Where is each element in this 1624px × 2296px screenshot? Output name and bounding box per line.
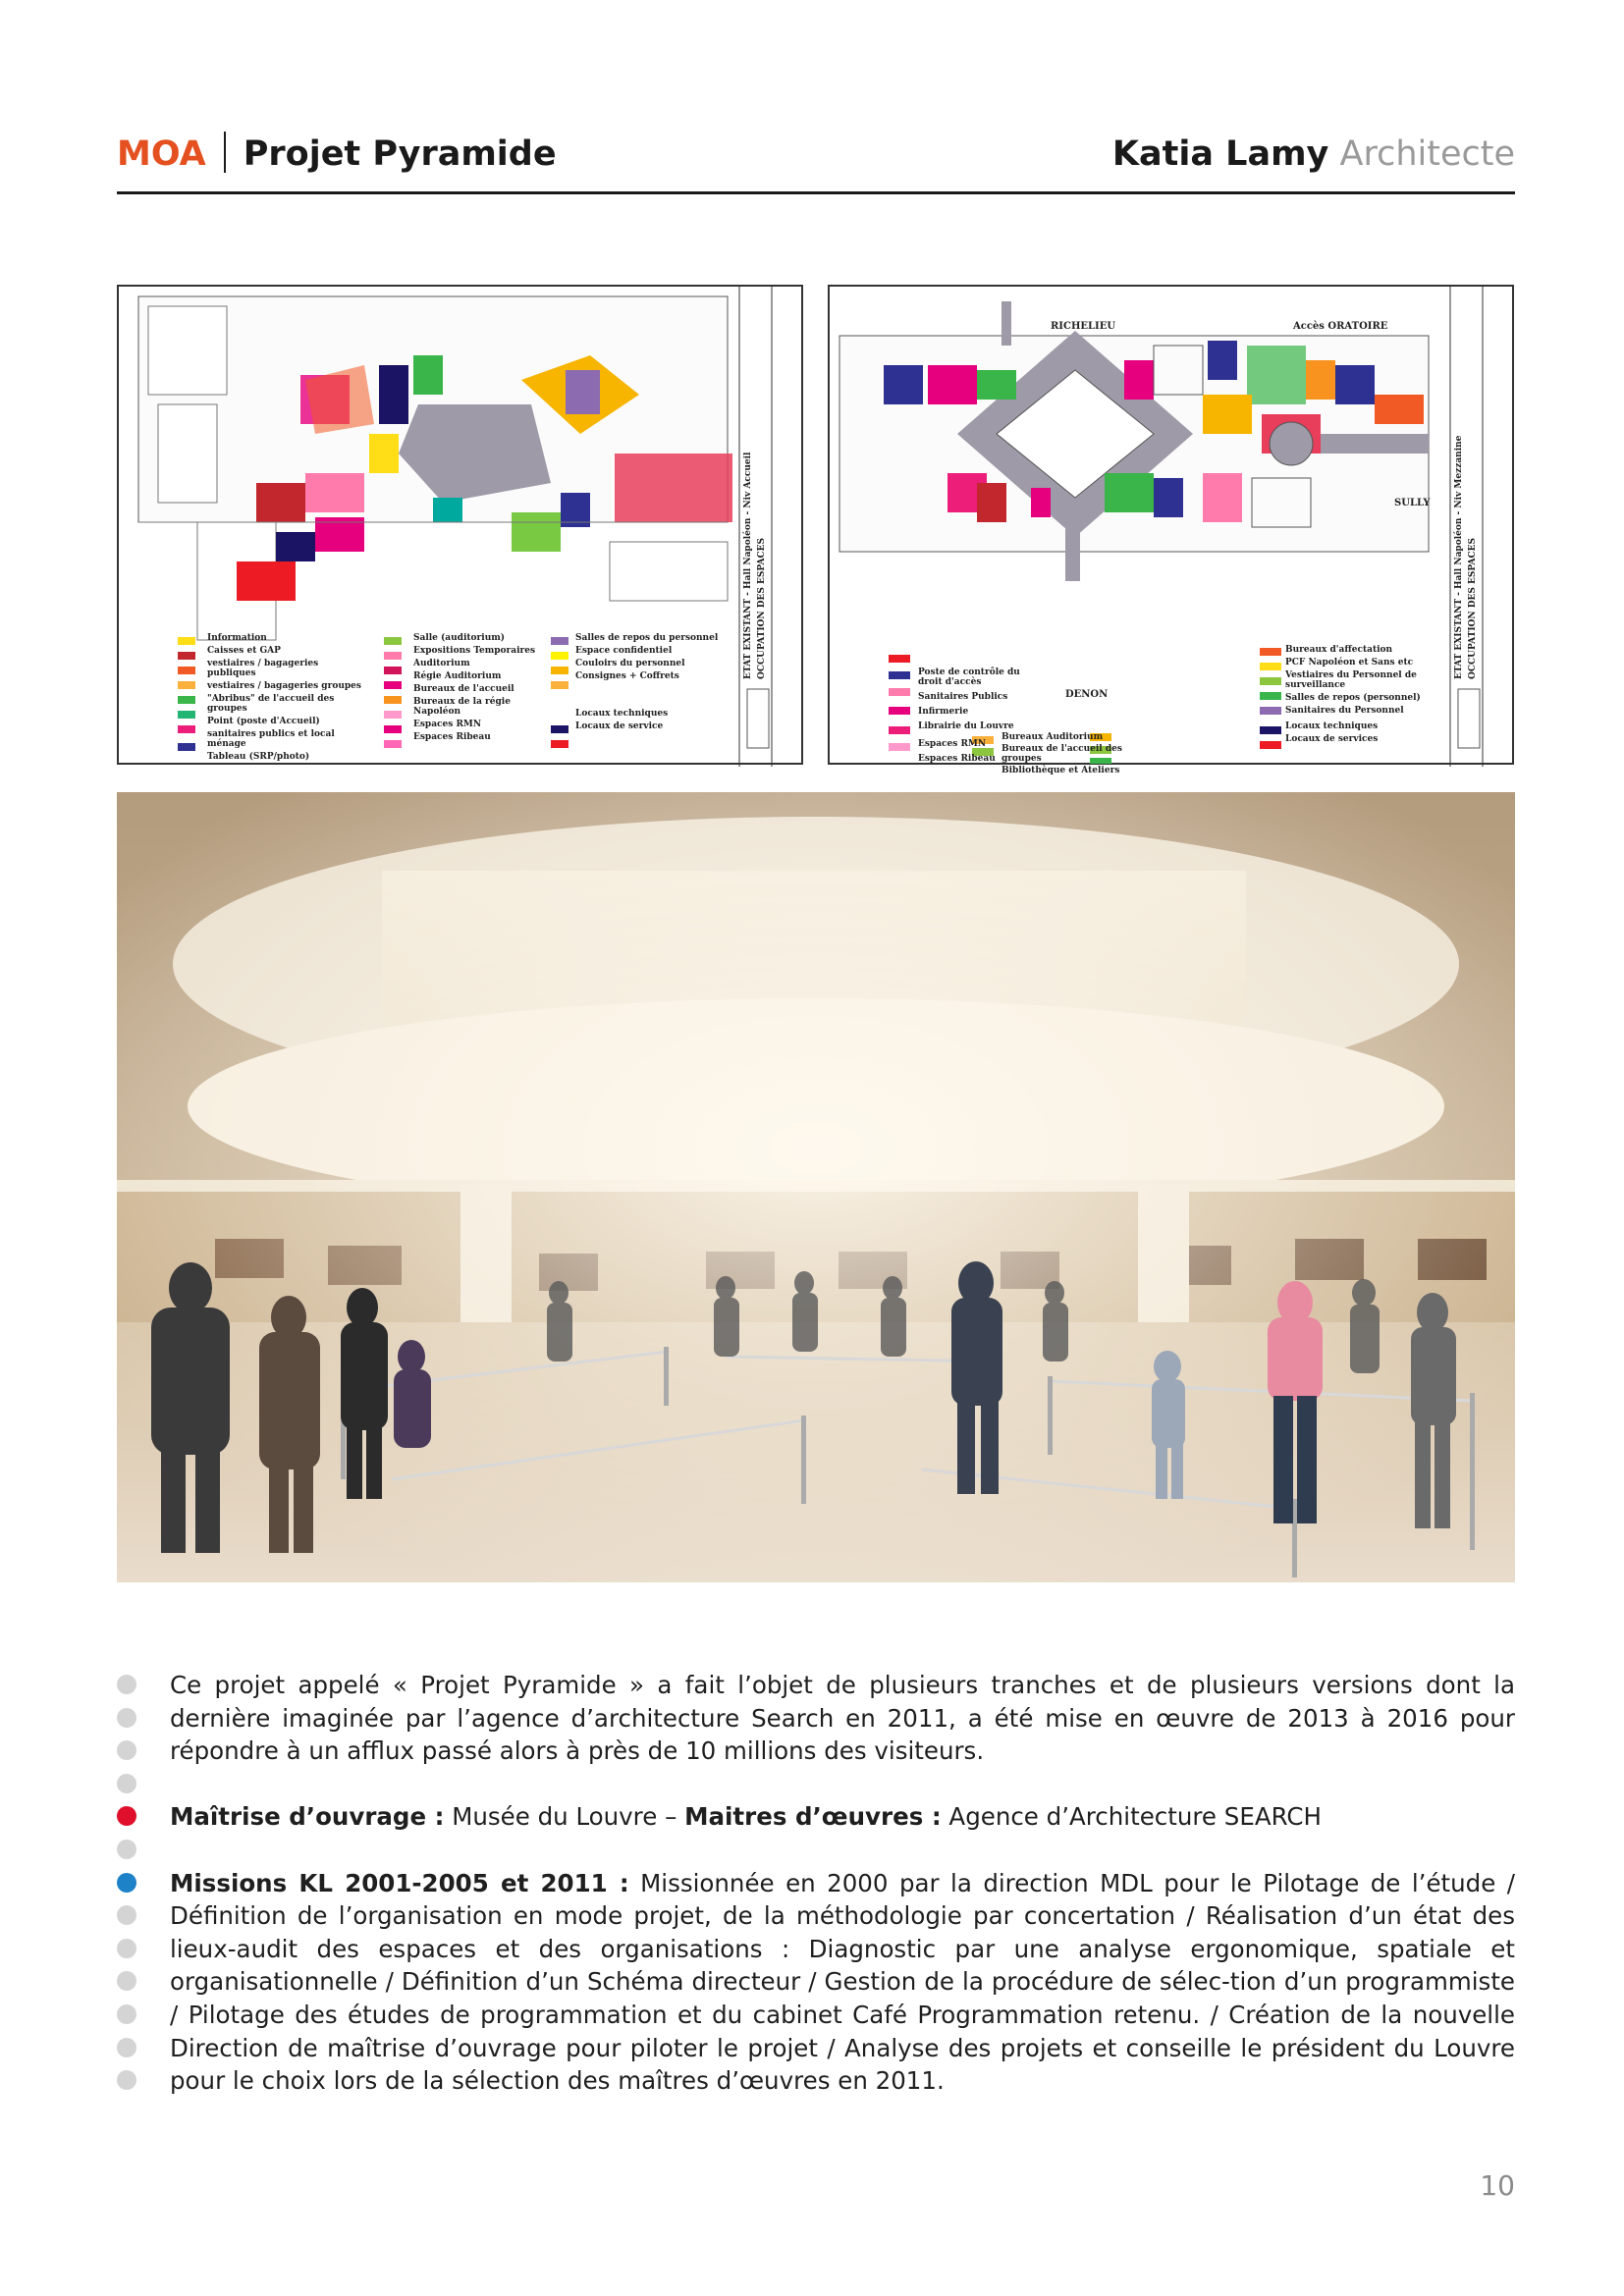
author-name: Katia Lamy — [1111, 134, 1329, 174]
page-header — [117, 120, 1515, 194]
plan-right-legend-col3: Bureaux d'affectation PCF Napoléon et Sans etc Vestiaires du Personnel de surveillance Salles de repos (personnel) Sanitaires du Personnel Locaux techniques Locaux de services — [1285, 645, 1421, 744]
bullet-dot-red — [117, 1806, 136, 1826]
moe-value-text: Agence d’Architecture SEARCH — [941, 1802, 1322, 1832]
page-number: 10 — [1480, 2169, 1515, 2202]
header-brand — [117, 130, 557, 179]
moe-label-text: Maitres d’œuvres : — [684, 1802, 942, 1832]
plan-right-title-block: ETAT EXISTANT - Hall Napoléon - Niv Mezzanine — [1454, 435, 1464, 679]
plan-left-legend-col2: Salle (auditorium) Expositions Temporaires Auditorium Régie Auditorium Bureaux de l'accueil Bureaux de la régie Napoléon Espaces RMN Espaces Ribeau — [413, 633, 536, 742]
intro-paragraph: Ce projet appelé « Projet Pyramide » a fait l’objet de plusieurs tranches et de plusieurs versions dont la dernière imaginée par l’agence d’architecture Search en 2011, a été mise en œuvre de 2013 à 2016 pour répondre à un afflux passé alors à près de 10 millions des visiteurs. — [170, 1671, 1515, 1766]
moa-value-text: Musée du Louvre – — [444, 1802, 685, 1832]
bullet-dot — [117, 2038, 136, 2057]
render-illustration — [117, 792, 1515, 1582]
hall-napoleon-render — [117, 792, 1515, 1582]
label-oratoire: Accès ORATOIRE — [1293, 321, 1388, 332]
plan-right-subtitle: OCCUPATION DES ESPACES — [1468, 538, 1478, 679]
bullet-dot-blue — [117, 1873, 136, 1893]
missions-label: Missions KL 2001-2005 et 2011 : — [170, 1868, 629, 1897]
bullet-dot — [117, 1675, 136, 1694]
bullet-dot — [117, 1840, 136, 1859]
plan-right-legend-col2: Bureaux Auditorium Bureaux de l'accueil des groupes Bibliothèque et Ateliers — [1001, 732, 1122, 775]
bullet-dot — [117, 1905, 136, 1925]
bullet-dot — [117, 1740, 136, 1760]
plan-left-subtitle: OCCUPATION DES ESPACES — [757, 538, 767, 679]
header-separator — [224, 132, 226, 173]
moa-label: MOA — [117, 134, 206, 174]
moa-label-text: Maîtrise d’ouvrage : — [170, 1802, 445, 1832]
floor-plan-mezzanine — [828, 285, 1514, 775]
stakeholders-paragraph — [170, 1800, 1515, 1834]
floor-plan-accueil — [117, 285, 803, 765]
bullet-dot — [117, 1774, 136, 1793]
bullet-dot — [117, 1971, 136, 1991]
bullet-dot — [117, 1708, 136, 1728]
missions-paragraph — [170, 1867, 1515, 2098]
missions-text: Missionnée en 2000 par la direction MDL pour le Pilotage de l’étude / Définition de l’organisation en mode projet, de la méthodologie par concertation / Réalisation d’un état des lieux-audit des espaces et des organisations : Diagnostic par une analyse ergonomique, spatiale et organisationnelle / Définition d’un Schéma directeur / Gestion de la procédure de sélec-tion d’un programmiste / Pilotage des études de programmation et du cabinet Café Programmation retenu. / Création de la nouvelle Direction de maîtrise d’ouvrage pour piloter le projet / Analyse des projets et conseille le président du Louvre pour le choix lors de la sélection des maîtres d’œuvres en 2011. — [170, 1868, 1515, 2096]
plan-left-legend-col1: Information Caisses et GAP vestiaires / bagageries publiques vestiaires / bagageries groupes "Abribus" de l'accueil des groupes Point (poste d'Accueil) sanitaires publics et local ménage Tableau (SRP/photo) — [207, 633, 361, 762]
project-title: Projet Pyramide — [243, 134, 557, 174]
bullet-dot — [117, 2070, 136, 2090]
project-description — [170, 1669, 1515, 2098]
label-denon: DENON — [1065, 689, 1109, 700]
label-richelieu: RICHELIEU — [1051, 321, 1116, 332]
label-sully: SULLY — [1394, 498, 1431, 508]
author-role: Architecte — [1339, 134, 1515, 174]
bullet-dot — [117, 2004, 136, 2024]
plan-left-title-block: ETAT EXISTANT - Hall Napoléon - Niv Accueil — [743, 452, 753, 679]
header-author — [1112, 130, 1515, 179]
bullet-dot — [117, 1939, 136, 1958]
plan-right-legend-col1: Poste de contrôle du droit d'accès Sanitaires Publics Infirmerie Librairie du Louvre Espaces RMN Espaces Ribeau — [918, 667, 1020, 764]
plan-left-legend-col3: Salles de repos du personnel Espace confidentiel Couloirs du personnel Consignes + Coffrets Locaux techniques Locaux de service — [575, 633, 719, 731]
